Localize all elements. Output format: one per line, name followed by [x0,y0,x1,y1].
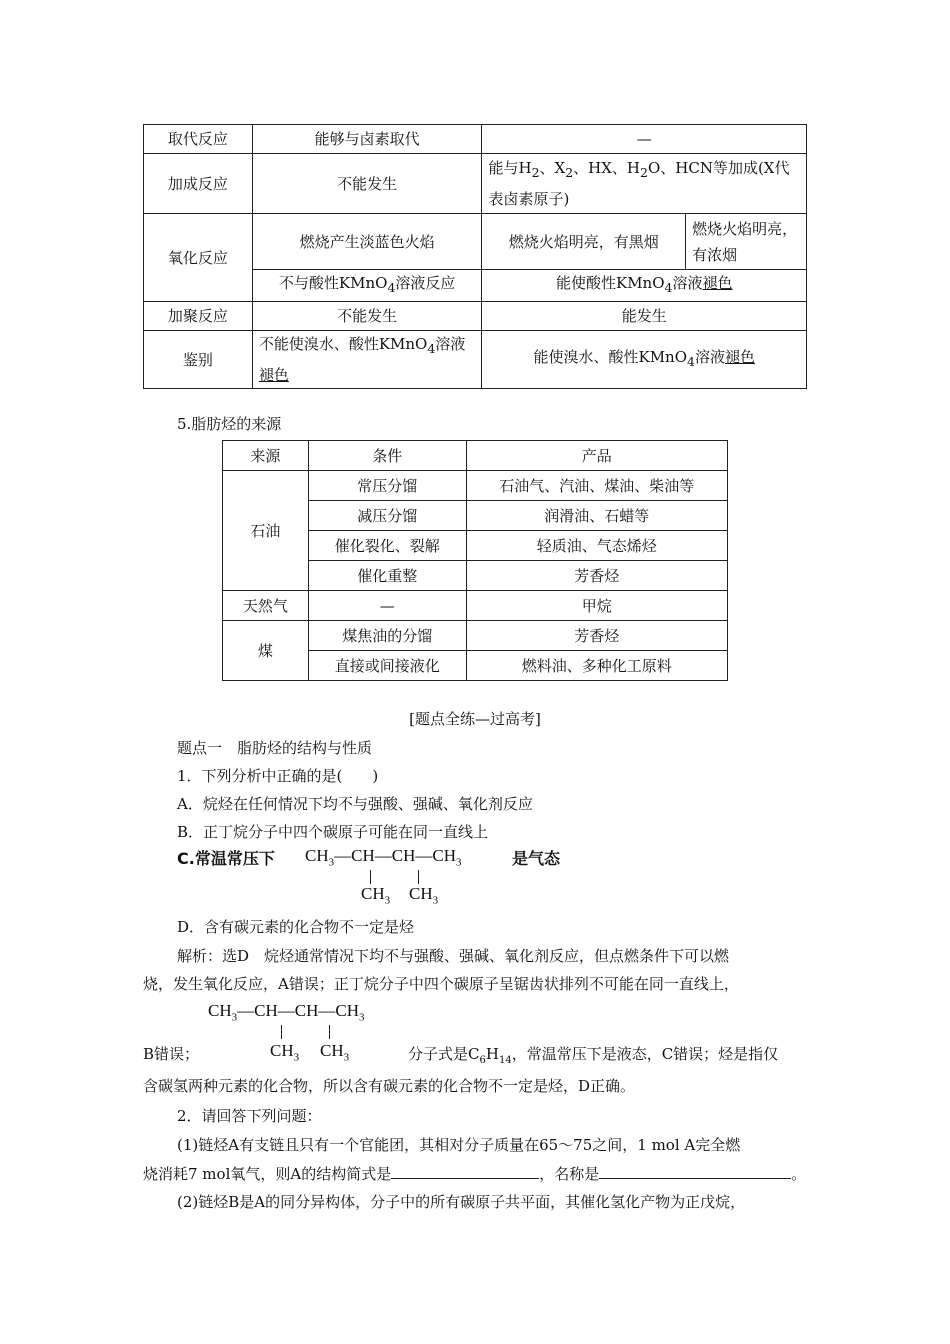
option-d: D．含有碳元素的化合物不一定是烃 [177,918,415,936]
cell: 能使溴水、酸性KMnO$_4$溶液褪色 [482,331,807,389]
row-label-substitution: 取代反应 [144,125,253,154]
cell: 催化重整 [308,561,466,591]
header-product: 产品 [466,441,727,471]
option-c-suffix: 是气态 [512,849,561,868]
cell: 轻质油、气态烯烃 [466,531,727,561]
cell: 能发生 [482,302,807,331]
cell: 不能发生 [252,302,482,331]
cell: 燃烧产生淡蓝色火焰 [252,214,482,270]
question-2-part-1b: 烧消耗7 mol氧气，则A的结构简式是 ，名称是 。 [143,1162,806,1185]
cell: 燃料油、多种化工原料 [466,651,727,681]
option-a: A．烷烃在任何情况下均不与强酸、强碱、氧化剂反应 [177,795,533,813]
analysis-line-3b: 分子式是$C_6H_{14}$，常温常压下是液态，C错误；烃是指仅 [408,1045,779,1066]
answer-blank-structure[interactable] [391,1162,539,1179]
cell: — [308,591,466,621]
cell: 不能发生 [252,154,482,214]
cell: 甲烷 [466,591,727,621]
source-natural-gas: 天然气 [223,591,309,621]
question-2-part-1a: (1)链烃A有支链且只有一个官能团，其相对分子质量在65～75之间，1 mol A完全燃 [177,1136,741,1154]
row-label-oxidation: 氧化反应 [144,214,253,302]
cell: 能使酸性KMnO$_4$溶液褪色 [482,270,807,302]
cell: 常压分馏 [308,471,466,501]
cell: 不与酸性KMnO$_4$溶液反应 [252,270,482,302]
cell: 润滑油、石蜡等 [466,501,727,531]
cell: 能够与卤素取代 [252,125,482,154]
cell: 芳香烃 [466,561,727,591]
cell: — [482,125,807,154]
cell: 不能使溴水、酸性KMnO$_4$溶液褪色 [252,331,482,389]
cell: 减压分馏 [308,501,466,531]
analysis-line-3a: B错误； [143,1045,200,1063]
cell: 芳香烃 [466,621,727,651]
cell: 煤焦油的分馏 [308,621,466,651]
option-b: B．正丁烷分子中四个碳原子可能在同一直线上 [177,823,489,841]
header-source: 来源 [223,441,309,471]
source-coal: 煤 [223,621,309,681]
analysis-line-1: 解析：选D 烷烃通常情况下均不与强酸、强碱、氧化剂反应，但点燃条件下可以燃 [177,947,730,965]
hydrocarbon-properties-table [143,124,807,389]
aliphatic-sources-table [222,440,728,681]
question-2-stem: 2．请回答下列问题： [177,1107,322,1125]
analysis-line-4: 含碳氢两种元素的化合物，所以含有碳元素的化合物不一定是烃，D正确。 [143,1077,636,1095]
question-2-part-2: (2)链烃B是A的同分异构体，分子中的所有碳原子共平面，其催化氢化产物为正戊烷， [177,1193,746,1211]
cell: 能与$H_2$、$X_2$、HX、$H_2O$、HCN等加成(X代表卤素原子) [482,154,807,214]
option-c-prefix: C.常温常压下 [177,849,275,868]
practice-header: [题点全练—过高考] [409,710,541,728]
section-title: 5.脂肪烃的来源 [177,415,282,433]
cell: 石油气、汽油、煤油、柴油等 [466,471,727,501]
cell: 催化裂化、裂解 [308,531,466,561]
question-1-stem: 1．下列分析中正确的是( ) [177,767,379,785]
header-condition: 条件 [308,441,466,471]
cell: 燃烧火焰明亮，有浓烟 [686,214,807,270]
topic-title: 题点一 脂肪烃的结构与性质 [177,739,373,757]
analysis-line-2: 烧，发生氧化反应，A错误；正丁烷分子中四个碳原子呈锯齿状排列不可能在同一直线上， [143,975,739,993]
row-label-polymerization: 加聚反应 [144,302,253,331]
cell: 直接或间接液化 [308,651,466,681]
row-label-addition: 加成反应 [144,154,253,214]
cell: 燃烧火焰明亮，有黑烟 [482,214,686,270]
row-label-identification: 鉴别 [144,331,253,389]
source-petroleum: 石油 [223,471,309,591]
answer-blank-name[interactable] [599,1162,791,1179]
